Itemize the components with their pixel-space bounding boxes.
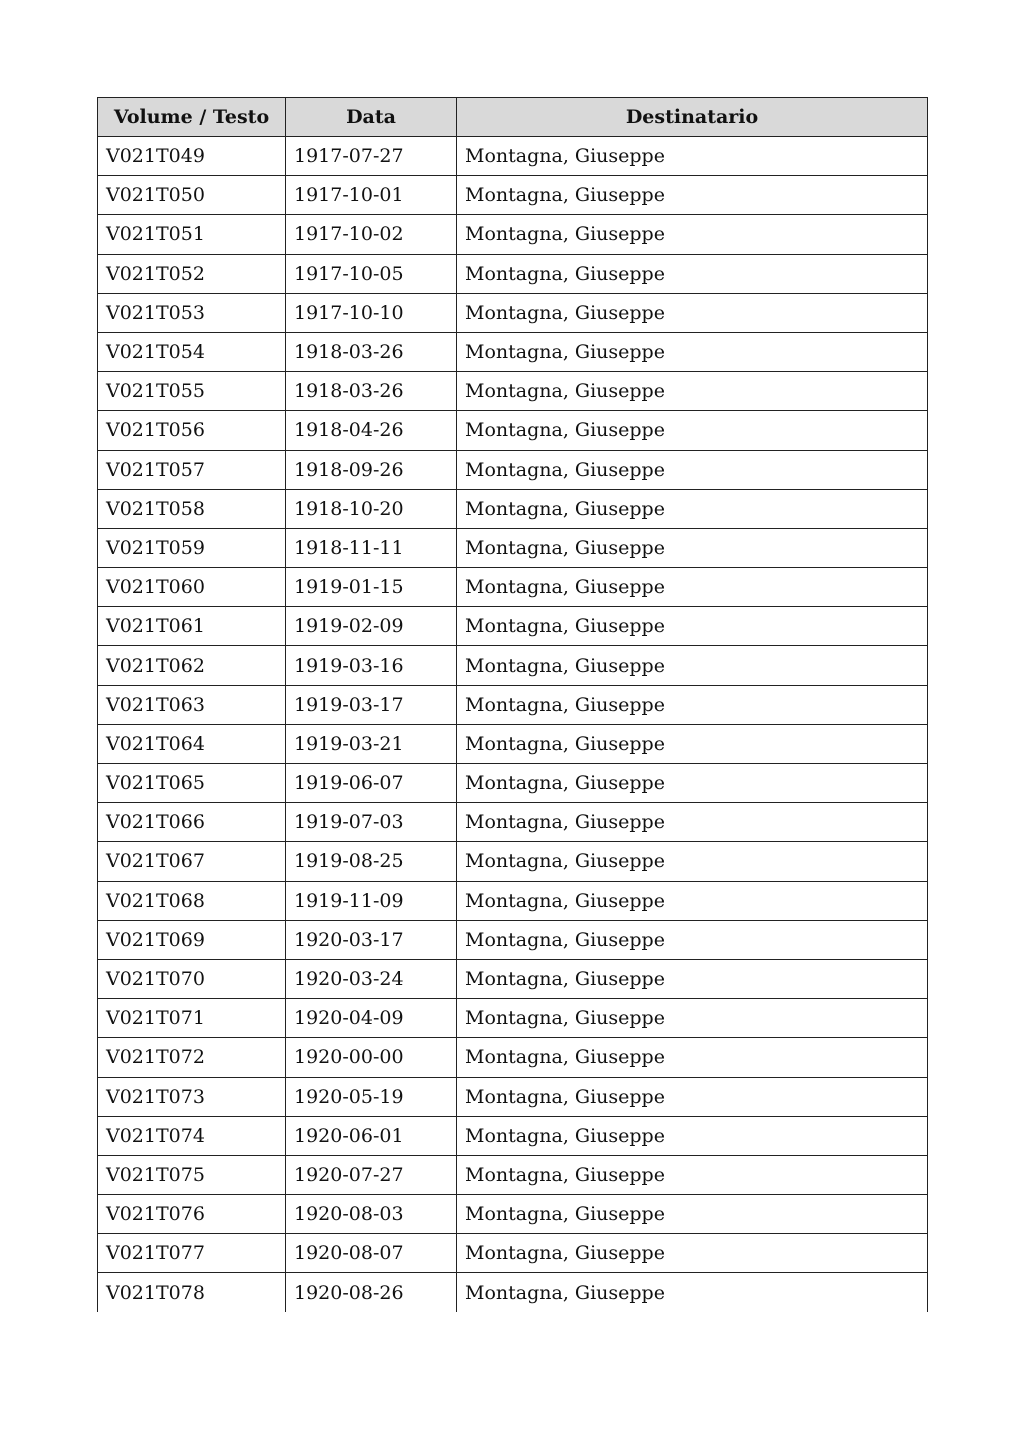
cell-data: 1918-03-26: [286, 332, 457, 371]
cell-volume-testo: V021T051: [98, 215, 286, 254]
cell-volume-testo: V021T074: [98, 1116, 286, 1155]
table-row: [98, 293, 928, 332]
cell-volume-testo: V021T063: [98, 685, 286, 724]
cell-destinatario: Montagna, Giuseppe: [457, 1038, 928, 1077]
cell-volume-testo: V021T078: [98, 1273, 286, 1312]
table-row: [98, 176, 928, 215]
cell-destinatario: Montagna, Giuseppe: [457, 842, 928, 881]
cell-volume-testo: V021T049: [98, 137, 286, 176]
cell-destinatario: Montagna, Giuseppe: [457, 568, 928, 607]
table-row: [98, 607, 928, 646]
cell-volume-testo: V021T077: [98, 1234, 286, 1273]
table-row: [98, 1195, 928, 1234]
cell-volume-testo: V021T066: [98, 803, 286, 842]
cell-volume-testo: V021T069: [98, 920, 286, 959]
cell-volume-testo: V021T076: [98, 1195, 286, 1234]
column-header-volume-testo: Volume / Testo: [98, 98, 286, 137]
cell-volume-testo: V021T060: [98, 568, 286, 607]
cell-volume-testo: V021T065: [98, 764, 286, 803]
cell-volume-testo: V021T070: [98, 959, 286, 998]
table-row: [98, 489, 928, 528]
cell-destinatario: Montagna, Giuseppe: [457, 137, 928, 176]
cell-data: 1920-07-27: [286, 1155, 457, 1194]
cell-destinatario: Montagna, Giuseppe: [457, 528, 928, 567]
table-row: [98, 254, 928, 293]
cell-data: 1919-02-09: [286, 607, 457, 646]
table-row: [98, 332, 928, 371]
cell-data: 1919-01-15: [286, 568, 457, 607]
cell-data: 1920-03-17: [286, 920, 457, 959]
cell-data: 1919-07-03: [286, 803, 457, 842]
cell-destinatario: Montagna, Giuseppe: [457, 1155, 928, 1194]
cell-destinatario: Montagna, Giuseppe: [457, 1195, 928, 1234]
cell-data: 1920-08-03: [286, 1195, 457, 1234]
cell-destinatario: Montagna, Giuseppe: [457, 959, 928, 998]
table-row: [98, 724, 928, 763]
cell-destinatario: Montagna, Giuseppe: [457, 372, 928, 411]
cell-volume-testo: V021T058: [98, 489, 286, 528]
cell-data: 1920-08-07: [286, 1234, 457, 1273]
cell-data: 1918-10-20: [286, 489, 457, 528]
cell-data: 1918-11-11: [286, 528, 457, 567]
cell-volume-testo: V021T052: [98, 254, 286, 293]
cell-volume-testo: V021T050: [98, 176, 286, 215]
cell-volume-testo: V021T061: [98, 607, 286, 646]
cell-volume-testo: V021T072: [98, 1038, 286, 1077]
cell-data: 1919-03-16: [286, 646, 457, 685]
cell-volume-testo: V021T073: [98, 1077, 286, 1116]
cell-data: 1918-09-26: [286, 450, 457, 489]
table-row: [98, 450, 928, 489]
cell-volume-testo: V021T056: [98, 411, 286, 450]
table-row: [98, 1038, 928, 1077]
cell-volume-testo: V021T071: [98, 999, 286, 1038]
table-row: [98, 1234, 928, 1273]
cell-data: 1920-05-19: [286, 1077, 457, 1116]
cell-destinatario: Montagna, Giuseppe: [457, 450, 928, 489]
cell-destinatario: Montagna, Giuseppe: [457, 646, 928, 685]
cell-data: 1919-03-17: [286, 685, 457, 724]
cell-data: 1919-08-25: [286, 842, 457, 881]
cell-volume-testo: V021T068: [98, 881, 286, 920]
cell-data: 1920-00-00: [286, 1038, 457, 1077]
table-row: [98, 999, 928, 1038]
cell-volume-testo: V021T059: [98, 528, 286, 567]
cell-destinatario: Montagna, Giuseppe: [457, 685, 928, 724]
cell-volume-testo: V021T062: [98, 646, 286, 685]
cell-destinatario: Montagna, Giuseppe: [457, 764, 928, 803]
cell-destinatario: Montagna, Giuseppe: [457, 1273, 928, 1312]
cell-data: 1917-10-05: [286, 254, 457, 293]
cell-destinatario: Montagna, Giuseppe: [457, 1116, 928, 1155]
cell-volume-testo: V021T057: [98, 450, 286, 489]
table-row: [98, 959, 928, 998]
cell-destinatario: Montagna, Giuseppe: [457, 215, 928, 254]
table-row: [98, 568, 928, 607]
cell-destinatario: Montagna, Giuseppe: [457, 607, 928, 646]
table-row: [98, 215, 928, 254]
cell-data: 1919-11-09: [286, 881, 457, 920]
column-header-destinatario: Destinatario: [457, 98, 928, 137]
table-row: [98, 1116, 928, 1155]
table-row: [98, 646, 928, 685]
cell-data: 1920-06-01: [286, 1116, 457, 1155]
table-row: [98, 1273, 928, 1312]
table-row: [98, 920, 928, 959]
cell-data: 1919-06-07: [286, 764, 457, 803]
table-row: [98, 881, 928, 920]
cell-destinatario: Montagna, Giuseppe: [457, 920, 928, 959]
cell-destinatario: Montagna, Giuseppe: [457, 332, 928, 371]
cell-data: 1917-10-10: [286, 293, 457, 332]
table-row: [98, 764, 928, 803]
cell-destinatario: Montagna, Giuseppe: [457, 293, 928, 332]
cell-volume-testo: V021T055: [98, 372, 286, 411]
table-row: [98, 1155, 928, 1194]
cell-volume-testo: V021T053: [98, 293, 286, 332]
table-body: [98, 137, 928, 1313]
cell-data: 1919-03-21: [286, 724, 457, 763]
cell-data: 1920-04-09: [286, 999, 457, 1038]
column-header-data: Data: [286, 98, 457, 137]
cell-data: 1917-10-02: [286, 215, 457, 254]
cell-volume-testo: V021T054: [98, 332, 286, 371]
cell-destinatario: Montagna, Giuseppe: [457, 489, 928, 528]
letters-table: [97, 97, 928, 1312]
cell-destinatario: Montagna, Giuseppe: [457, 803, 928, 842]
cell-data: 1918-04-26: [286, 411, 457, 450]
cell-volume-testo: V021T075: [98, 1155, 286, 1194]
cell-destinatario: Montagna, Giuseppe: [457, 999, 928, 1038]
table-row: [98, 411, 928, 450]
cell-volume-testo: V021T067: [98, 842, 286, 881]
cell-destinatario: Montagna, Giuseppe: [457, 411, 928, 450]
table-row: [98, 372, 928, 411]
table-row: [98, 137, 928, 176]
table-header-row: [98, 98, 928, 137]
table-row: [98, 1077, 928, 1116]
table-row: [98, 803, 928, 842]
table-row: [98, 528, 928, 567]
cell-data: 1920-03-24: [286, 959, 457, 998]
cell-destinatario: Montagna, Giuseppe: [457, 254, 928, 293]
cell-destinatario: Montagna, Giuseppe: [457, 881, 928, 920]
cell-destinatario: Montagna, Giuseppe: [457, 1077, 928, 1116]
table-row: [98, 842, 928, 881]
cell-volume-testo: V021T064: [98, 724, 286, 763]
cell-data: 1918-03-26: [286, 372, 457, 411]
table-row: [98, 685, 928, 724]
cell-destinatario: Montagna, Giuseppe: [457, 176, 928, 215]
cell-data: 1920-08-26: [286, 1273, 457, 1312]
cell-destinatario: Montagna, Giuseppe: [457, 1234, 928, 1273]
cell-data: 1917-10-01: [286, 176, 457, 215]
cell-data: 1917-07-27: [286, 137, 457, 176]
cell-destinatario: Montagna, Giuseppe: [457, 724, 928, 763]
